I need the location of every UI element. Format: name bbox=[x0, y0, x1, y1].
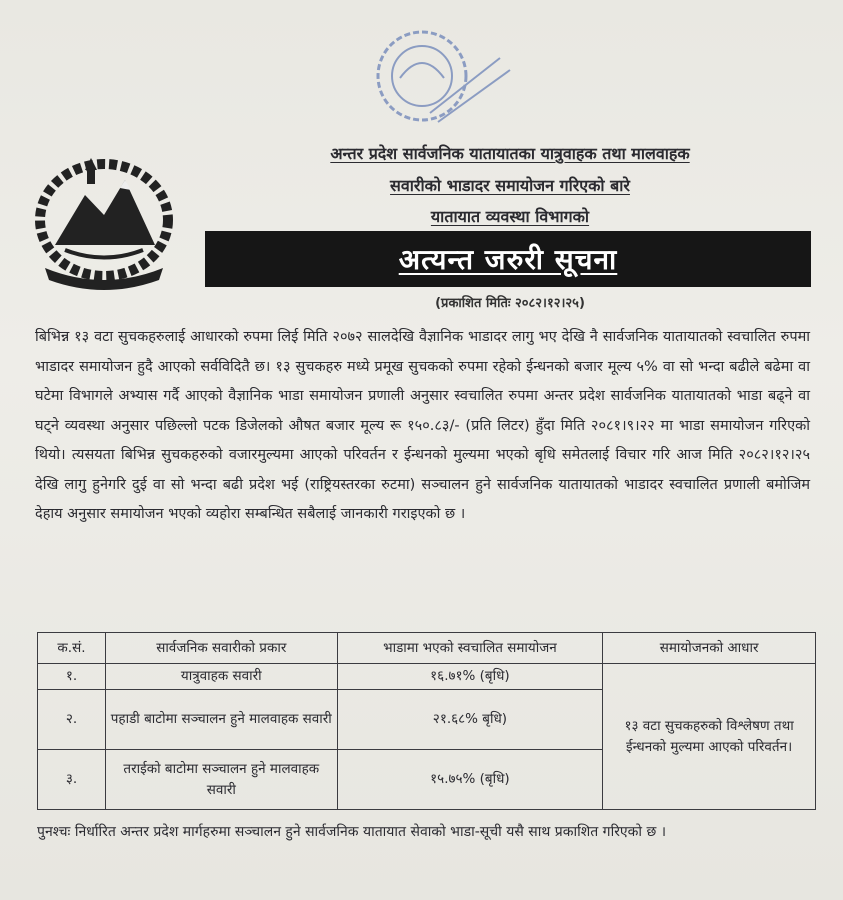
row-vehicle-type: यात्रुवाहक सवारी bbox=[105, 664, 337, 690]
header-adjustment: भाडामा भएको स्वचालित समायोजन bbox=[337, 633, 603, 664]
office-stamp bbox=[360, 18, 520, 138]
adjustment-basis: १३ वटा सुचकहरुको विश्लेषण तथा ईन्धनको मुल्यमा आएको परिवर्तन। bbox=[603, 664, 816, 810]
header-basis: समायोजनको आधार bbox=[603, 633, 816, 664]
banner-title: अत्यन्त जरुरी सूचना bbox=[398, 243, 618, 276]
published-date: (प्रकाशित मितिः २०८२।१२।२५) bbox=[435, 296, 585, 311]
notice-body: बिभिन्न १३ वटा सुचकहरुलाई आधारको रुपमा लिई मिति २०७२ सालदेखि वैज्ञानिक भाडादर लागु भए देखि नै सार्वजनिक यातायातको स्वचालित रुपमा भाडादर समायोजन हुदै आएको सर्वविदितै छ। १३ सुचकहरु मध्ये प्रमूख सुचकको रुपमा रहेको ईन्धनको बजार मूल्य ५% वा सो भन्दा बढीले बढेमा वा घटेमा विभागले अभ्यास गर्दै आएको वैज्ञानिक भाडा समायोजन प्रणाली अनुसार स्वचालित रुपमा अन्तर प्रदेश सार्वजनिक यातायातको भाडा बढ्ने वा घट्ने व्यवस्था अनुसार पछिल्लो पटक डिजेलको औषत बजार मूल्य रू १५०.८३/- (प्रति लिटर) हुँदा मिति २०८१।९।२२ मा भाडा समायोजन गरिएको थियो। त्यसयता बिभिन्न सुचकहरुको वजारमुल्यमा आएको परिवर्तन र ईन्धनको मुल्यमा भएको बृधि समेतलाई विचार गरि आज मिति २०८२।१२।२५ देखि लागु हुनेगरि दुई वा सो भन्दा बढी प्रदेश भई (राष्ट्रियस्तरका रुटमा) सञ्चालन हुने सार्वजनिक यातायातको भाडादर स्वचालित प्रणाली बमोजिम देहाय अनुसार समायोजन भएको व्यहोरा सम्बन्धित सबैलाई जानकारी गराइएको छ । bbox=[35, 329, 810, 522]
fare-adjustment-table bbox=[37, 632, 816, 810]
nepal-emblem-icon bbox=[25, 150, 183, 292]
notice-heading-line-3: यातायात व्यवस्था विभागको bbox=[430, 207, 590, 226]
table-header-row bbox=[38, 633, 816, 664]
row-serial: १. bbox=[38, 664, 106, 690]
row-adjustment: २१.६८% बृधि) bbox=[337, 690, 603, 750]
header-serial: क.सं. bbox=[38, 633, 106, 664]
header-vehicle-type: सार्वजनिक सवारीको प्रकार bbox=[105, 633, 337, 664]
row-serial: ३. bbox=[38, 750, 106, 810]
urgent-notice-banner bbox=[205, 231, 811, 287]
row-adjustment: १६.७१% (बृधि) bbox=[337, 664, 603, 690]
row-vehicle-type: तराईको बाटोमा सञ्चालन हुने मालवाहक सवारी bbox=[105, 750, 337, 810]
notice-heading-line-2: सवारीको भाडादर समायोजन गरिएको बारे bbox=[390, 176, 630, 195]
table-row bbox=[38, 664, 816, 690]
postscript-note: पुनश्चः निर्धारित अन्तर प्रदेश मार्गहरुमा सञ्चालन हुने सार्वजनिक यातायात सेवाको भाडा-सूची यसै साथ प्रकाशित गरिएको छ । bbox=[37, 824, 667, 840]
row-adjustment: १५.७५% (बृधि) bbox=[337, 750, 603, 810]
notice-heading-line-1: अन्तर प्रदेश सार्वजनिक यातायातका यात्रुवाहक तथा मालवाहक bbox=[330, 144, 690, 163]
row-vehicle-type: पहाडी बाटोमा सञ्चालन हुने मालवाहक सवारी bbox=[105, 690, 337, 750]
row-serial: २. bbox=[38, 690, 106, 750]
